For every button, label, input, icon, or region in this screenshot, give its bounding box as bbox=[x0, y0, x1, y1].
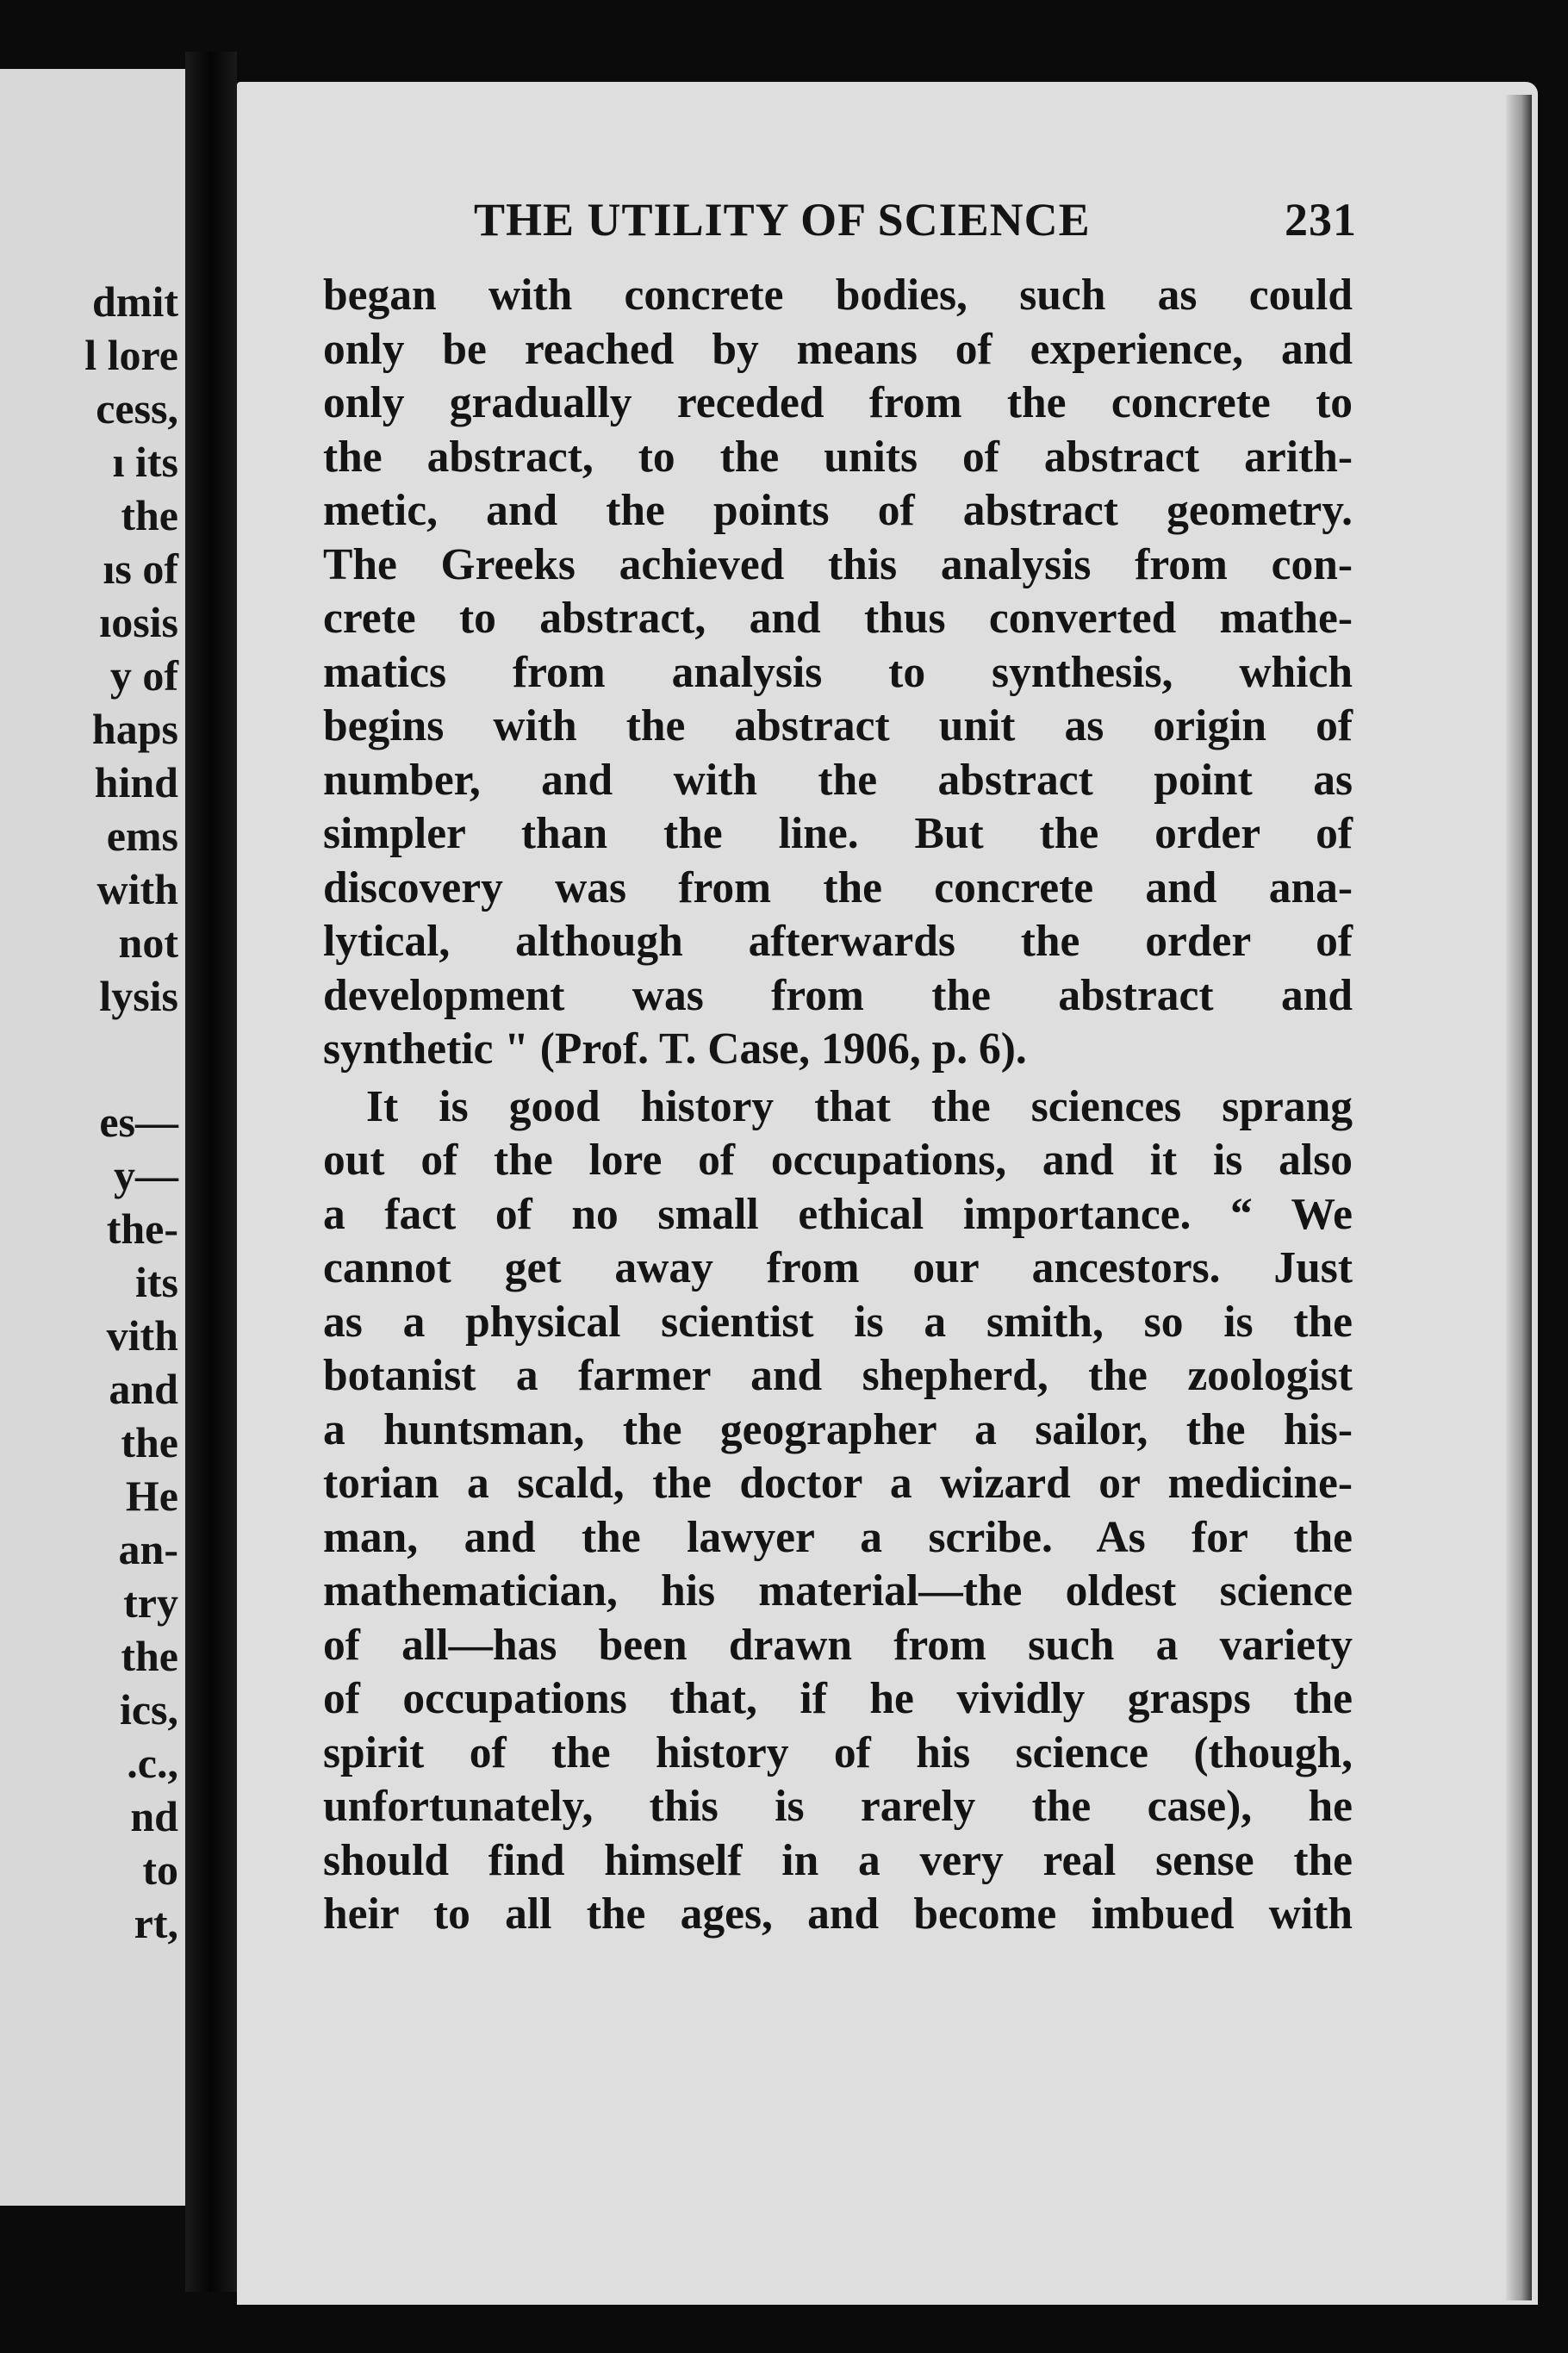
left-text-line: cess, bbox=[96, 384, 178, 433]
text-line: botanist a farmer and shepherd, the zoologist bbox=[323, 1351, 1353, 1400]
left-text-line: its bbox=[135, 1258, 178, 1306]
text-line: unfortunately, this is rarely the case), he bbox=[323, 1782, 1353, 1831]
left-text-line: dmit bbox=[92, 277, 178, 326]
body-text bbox=[323, 269, 1353, 1942]
text-line: cannot get away from our ancestors. Just bbox=[323, 1243, 1353, 1292]
text-line: only be reached by means of experience, and bbox=[323, 324, 1353, 374]
left-text-line: the- bbox=[106, 1205, 178, 1253]
text-line: number, and with the abstract point as bbox=[323, 755, 1353, 805]
text-line: begins with the abstract unit as origin of bbox=[323, 701, 1353, 750]
left-text-line: and bbox=[109, 1365, 178, 1413]
left-text-line: es— bbox=[99, 1098, 178, 1146]
book-gutter bbox=[185, 52, 237, 2292]
text-line: mathematician, his material—the oldest science bbox=[323, 1566, 1353, 1615]
left-text-line: nd bbox=[130, 1792, 178, 1840]
text-line: began with concrete bodies, such as could bbox=[323, 271, 1353, 320]
left-text-line: He bbox=[125, 1472, 178, 1520]
page-number: 231 bbox=[1285, 194, 1357, 246]
left-text-line: to bbox=[142, 1846, 178, 1894]
text-line: metic, and the points of abstract geometry. bbox=[323, 486, 1353, 535]
text-line: the abstract, to the units of abstract arith- bbox=[323, 432, 1353, 482]
left-text-line: lysis bbox=[99, 972, 178, 1020]
text-line: discovery was from the concrete and ana- bbox=[323, 862, 1353, 912]
left-text-line: the bbox=[121, 1418, 178, 1466]
left-text-line: the bbox=[121, 1632, 178, 1680]
text-line: It is good history that the sciences sprang bbox=[366, 1081, 1353, 1131]
text-line: man, and the lawyer a scribe. As for the bbox=[323, 1512, 1353, 1562]
page-edge-shadow bbox=[1506, 95, 1532, 2300]
text-line: a fact of no small ethical importance. “ We bbox=[323, 1189, 1353, 1239]
left-text-line: an- bbox=[118, 1525, 178, 1573]
text-line: of all—has been drawn from such a variety bbox=[323, 1620, 1353, 1670]
left-text-line: vith bbox=[106, 1311, 178, 1360]
left-text-line: with bbox=[96, 865, 178, 913]
text-line: out of the lore of occupations, and it is also bbox=[323, 1136, 1353, 1185]
left-text-line: ı its bbox=[112, 438, 178, 486]
text-line: should find himself in a very real sense the bbox=[323, 1835, 1353, 1885]
text-line: simpler than the line. But the order of bbox=[323, 809, 1353, 858]
left-text-line: y— bbox=[114, 1151, 178, 1199]
left-text-line: ıosis bbox=[99, 598, 178, 646]
left-text-line: .c., bbox=[127, 1739, 178, 1787]
text-line: synthetic " (Prof. T. Case, 1906, p. 6). bbox=[323, 1024, 1027, 1074]
left-text-line: l lore bbox=[84, 331, 178, 379]
text-line: lytical, although afterwards the order of bbox=[323, 917, 1353, 966]
left-text-line: the bbox=[121, 491, 178, 539]
left-text-line: hind bbox=[94, 758, 178, 806]
text-line: a huntsman, the geographer a sailor, the his- bbox=[323, 1404, 1353, 1454]
text-line: heir to all the ages, and become imbued with bbox=[323, 1889, 1353, 1939]
left-text-line: y of bbox=[109, 651, 178, 700]
running-header bbox=[474, 193, 1357, 246]
left-text-line: ems bbox=[106, 812, 178, 860]
text-line: development was from the abstract and bbox=[323, 970, 1353, 1020]
left-text-line: not bbox=[118, 918, 178, 967]
text-line: matics from analysis to synthesis, which bbox=[323, 647, 1353, 697]
left-text-line: ics, bbox=[119, 1685, 178, 1734]
text-line: torian a scald, the doctor a wizard or medicine- bbox=[323, 1459, 1353, 1508]
text-line: only gradually receded from the concrete to bbox=[323, 378, 1353, 427]
previous-page-fragment bbox=[0, 69, 185, 2206]
text-line: crete to abstract, and thus converted mathe- bbox=[323, 594, 1353, 643]
text-line: The Greeks achieved this analysis from con- bbox=[323, 539, 1353, 589]
text-line: as a physical scientist is a smith, so is the bbox=[323, 1297, 1353, 1347]
text-line: spirit of the history of his science (though, bbox=[323, 1727, 1353, 1777]
left-text-line: haps bbox=[91, 705, 178, 753]
left-text-line: rt, bbox=[134, 1899, 178, 1947]
text-line: of occupations that, if he vividly grasps the bbox=[323, 1674, 1353, 1723]
left-text-line: ıs of bbox=[103, 545, 178, 593]
running-title: THE UTILITY OF SCIENCE bbox=[474, 194, 1091, 246]
left-text-line: try bbox=[123, 1578, 178, 1627]
